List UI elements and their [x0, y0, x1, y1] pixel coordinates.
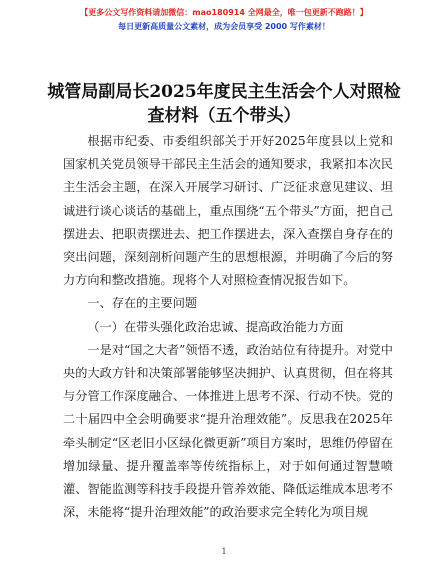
intro-paragraph: 根据市纪委、市委组织部关于开好2025年度县以上党和国家机关党员领导干部民主生活会的通知要求，我紧扣本次民主生活会主题，在深入开展学习研讨、广泛征求意见建议、坦诚进行谈心谈话的基础上，重点围绕“五个带头”方面，把自己摆进去、把职责摆进去、把工作摆进去，深入查摆自身存在的突出问题，深刻剖析问题产生的思想根源，并明确了今后的努力方向和整改措施。现将个人对照检查情况报告如下。 [63, 134, 393, 288]
section-heading: 一、存在的主要问题 [87, 296, 198, 311]
page-number: 1 [221, 547, 227, 556]
promo-banner [0, 6, 448, 34]
promo-banner-line1: 【更多公文写作资料请加微信：mao180914 全网最全，唯一包更新不跑路！】 [80, 8, 368, 17]
document-body [63, 130, 393, 524]
promo-banner-line2: 每日更新高质量公文素材，成为会员享受 2000 写作素材！ [118, 22, 330, 31]
document-title: 城管局副局长2025年度民主生活会个人对照检查材料（五个带头） [47, 82, 401, 126]
body-paragraph: 一是对“国之大者”领悟不透，政治站位有待提升。对党中央的大政方针和决策部署能够坚决拥护、认真贯彻，但在将其与分管工作深度融合、一体推进上思考不深、行动不快。党的二十届四中全会明确要求“提升治理效能”。反思我在2025年牵头制定“区老旧小区绿化微更新”项目方案时，思维仍停留在增加绿量、提升覆盖率等传统指标上，对于如何通过智慧喷灌、智能监测等科技手段提升管养效能、降低运维成本思考不深，未能将“提升治理效能”的政治要求完全转化为项目规 [63, 342, 393, 520]
subsection-heading: （一）在带头强化政治忠诚、提高政治能力方面 [87, 319, 344, 334]
